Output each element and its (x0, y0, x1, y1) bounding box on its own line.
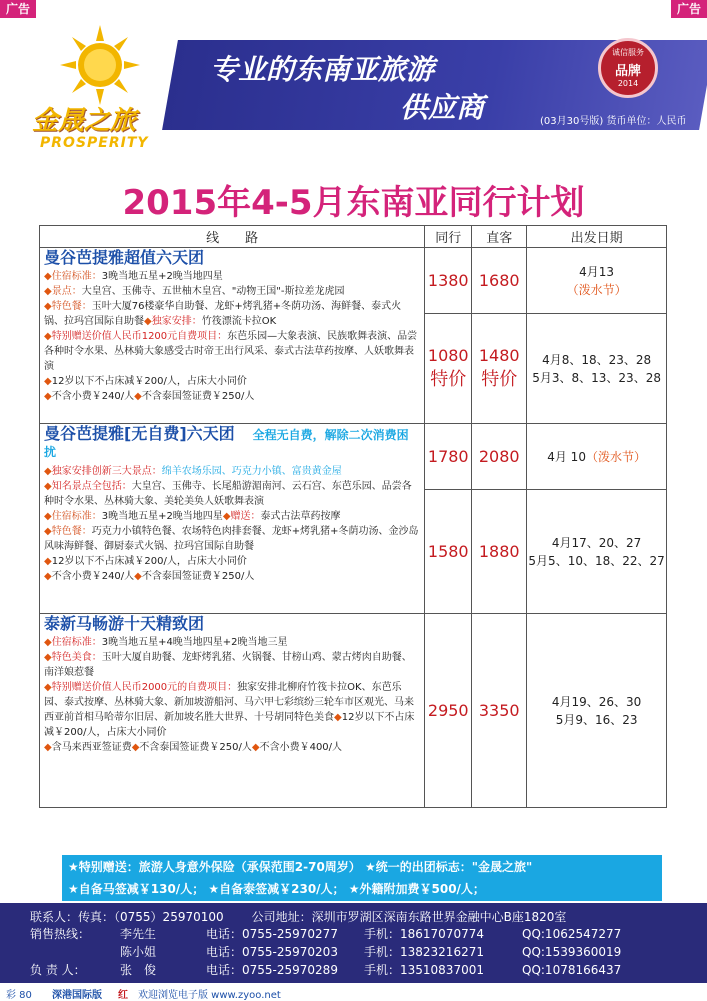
price-direct: 1880 (472, 490, 527, 614)
col-peer: 同行 (425, 226, 472, 248)
col-dates: 出发日期 (527, 226, 667, 248)
contact-row: 销售热线： 李先生 电话：0755-25970277 手机：18617070774 QQ:1062547277 (30, 927, 622, 941)
list-item: ◆住宿标准：3晚当地五星+2晚当地四星◆赠送：泰式古法草药按摩 (44, 511, 341, 522)
list-item: ◆特色餐：巧克力小镇特色餐、农场特色肉排套餐、龙虾+烤乳猪+冬荫功汤、金沙岛风味海鲜餐、御厨泰式火锅、拉玛宫国际自助餐 (44, 526, 419, 552)
departure-dates: 4月17、20、27 5月5、10、18、22、27 (527, 490, 667, 614)
table-header-row (40, 226, 667, 248)
list-item: ◆含马来西亚签证费◆不含泰国签证费￥250/人◆不含小费￥400/人 (44, 742, 343, 753)
contact-section (0, 903, 707, 983)
plan-table (39, 225, 667, 808)
route-2-cell (40, 424, 425, 614)
list-item: ◆景点：大皇宫、玉佛寺、五世柚木皇宫、"动物王国"-斯拉差龙虎园 (44, 286, 345, 297)
header (0, 0, 707, 168)
price-peer: 1380 (425, 248, 472, 314)
footer-promo: 欢迎浏览电子版 www.zyoo.net (138, 990, 281, 1001)
departure-dates: 4月19、26、30 5月9、16、23 (527, 614, 667, 808)
table-row (40, 248, 667, 314)
price-peer: 1080 特价 (425, 314, 472, 424)
departure-dates: 4月 10（泼水节） (527, 424, 667, 490)
currency-note: 货币单位：人民币 (606, 116, 687, 127)
footer-page-icon: 红 (118, 990, 128, 1001)
route-3-title: 泰新马畅游十天精致团 (44, 614, 205, 633)
list-item: ◆住宿标准：3晚当地五星+4晚当地四星+2晚当地三星 (44, 637, 288, 648)
list-item: ◆独家安排创新三大景点：绵羊农场乐园、巧克力小镇、富贵黄金屋 (44, 466, 342, 477)
page-title: 2015年4-5月东南亚同行计划 (122, 183, 585, 223)
price-direct: 2080 (472, 424, 527, 490)
route-2-title: 曼谷芭提雅[无自费]六天团 全程无自费，解除二次消费困扰 (44, 424, 409, 459)
badge-main: 品牌 (614, 64, 641, 79)
badge-year: 2014 (617, 79, 639, 88)
brand-badge (598, 38, 658, 98)
table-row (40, 424, 667, 490)
table-row (40, 614, 667, 808)
page-number: 彩 80 (6, 990, 32, 1001)
edition-date: (03月30号版) (540, 116, 604, 127)
list-item: ◆知名景点全包括：大皇宫、玉佛寺、长尾船游湄南河、云石宫、东芭乐园、品尝各种时令水果、丛林骑大象、美轮美奂人妖歌舞表演 (44, 481, 412, 507)
contact-row-fax: 联系人：传真：（0755）25970100 公司地址：深圳市罗湖区深南东路世界金融中心B座1820室 (30, 910, 567, 924)
ad-label-right: 广告 (671, 0, 707, 18)
departure-dates: 4月13 （泼水节） (527, 248, 667, 314)
price-peer: 2950 (425, 614, 472, 808)
price-direct: 3350 (472, 614, 527, 808)
sun-logo-icon (40, 20, 160, 110)
col-route: 线 路 (40, 226, 425, 248)
notice-line2: ★自备马签减￥130/人； ★自备泰签减￥230/人； ★外籍附加费￥500/人； (68, 882, 485, 896)
route-3-cell (40, 614, 425, 808)
list-item: ◆12岁以下不占床减￥200/人，占床大小同价 (44, 556, 247, 567)
contact-row: 陈小姐 电话：0755-25970203 手机：13823216271 QQ:1539360019 (120, 945, 622, 959)
notice-line1: ★特别赠送：旅游人身意外保险（承保范围2-70周岁） ★统一的出团标志："金晟之旅" (68, 860, 533, 874)
list-item: ◆特别赠送价值人民币2000元的自费项目：独家安排北柳府竹筏卡拉OK、东芭乐园、泰式按摩、丛林骑大象、新加坡游船河、马六甲七彩缤纷三轮车市区观光、马来西亚前首相马哈蒂尔旧居、新加坡名胜大世界、十号胡同特色美食◆12岁以下不占床减￥200/人，占床大小同价 (44, 682, 415, 738)
list-item: ◆特色美食：玉叶大厦自助餐、龙虾烤乳猪、火锅餐、甘榜山鸡、蒙古烤肉自助餐、南洋娘惹餐 (44, 652, 412, 678)
list-item: ◆特色餐：玉叶大厦76楼豪华自助餐、龙虾+烤乳猪+冬荫功汤、海鲜餐、泰式火锅、拉玛宫国际自助餐◆独家安排：竹筏漂流卡拉OK (44, 301, 402, 327)
logo-text-cn: 金晟之旅 (32, 106, 137, 136)
footer (0, 984, 707, 1000)
ad-label-left: 广告 (0, 0, 36, 18)
slogan-line1: 专业的东南亚旅游 (210, 53, 435, 86)
edition-info (540, 112, 686, 127)
price-peer: 1780 (425, 424, 472, 490)
list-item: ◆不含小费￥240/人◆不含泰国签证费￥250/人 (44, 391, 255, 402)
notice-band (62, 855, 662, 901)
route-1-cell (40, 248, 425, 424)
footer-brand: 深港国际版 (52, 990, 102, 1001)
list-item: ◆12岁以下不占床减￥200/人，占床大小同价 (44, 376, 247, 387)
list-item: ◆不含小费￥240/人◆不含泰国签证费￥250/人 (44, 571, 255, 582)
price-direct: 1680 (472, 248, 527, 314)
logo-text-en: PROSPERITY (40, 135, 149, 151)
list-item: ◆特别赠送价值人民币1200元自费项目：东芭乐园—大象表演、民族歌舞表演、品尝各种时令水果、丛林骑大象感受古时帝王出行风采、泰式古法草药按摩、人妖歌舞表演 (44, 331, 418, 372)
price-peer: 1580 (425, 490, 472, 614)
slogan-line2: 供应商 (400, 91, 485, 124)
price-direct: 1480 特价 (472, 314, 527, 424)
col-direct: 直客 (472, 226, 527, 248)
badge-top: 诚信服务 (612, 48, 644, 57)
route-1-title: 曼谷芭提雅超值六天团 (44, 248, 205, 267)
list-item: ◆住宿标准：3晚当地五星+2晚当地四星 (44, 271, 223, 282)
departure-dates: 4月8、18、23、28 5月3、8、13、23、28 (527, 314, 667, 424)
contact-row: 负 责 人： 张 俊 电话：0755-25970289 手机：13510837001 QQ:1078166437 (30, 963, 622, 977)
